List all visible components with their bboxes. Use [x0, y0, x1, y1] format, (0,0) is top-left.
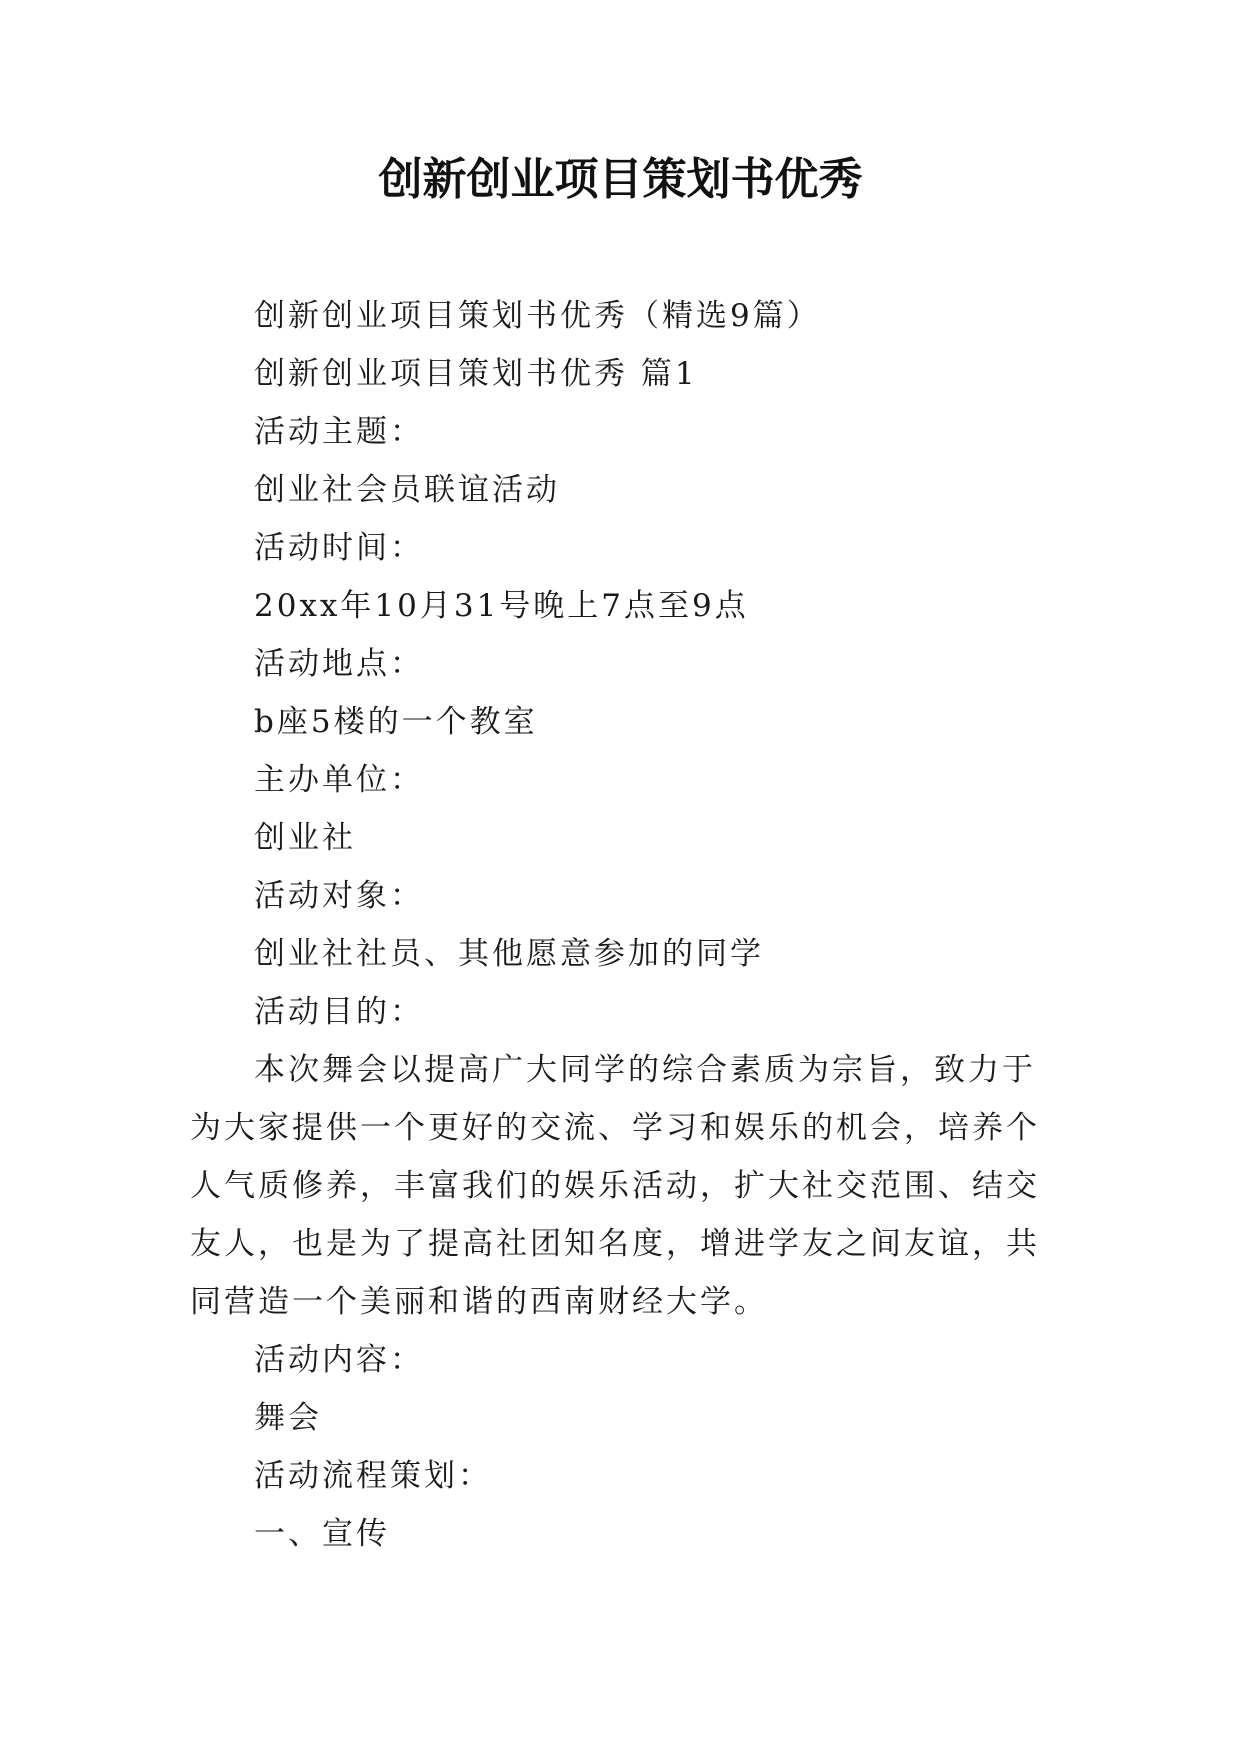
paragraph-audience-value: 创业社社员、其他愿意参加的同学 — [254, 936, 764, 972]
paragraph-time-value: 20xx年10月31号晚上7点至9点 — [254, 588, 749, 624]
paragraph-content-label: 活动内容： — [254, 1342, 424, 1378]
paragraph-audience-label: 活动对象： — [254, 878, 424, 914]
paragraph-theme-value: 创业社会员联谊活动 — [254, 472, 560, 508]
paragraph-purpose-label: 活动目的： — [254, 994, 424, 1030]
paragraph-section-heading: 创新创业项目策划书优秀 篇1 — [254, 356, 698, 392]
document-body — [190, 287, 1050, 1563]
paragraph-organizer-value: 创业社 — [254, 820, 356, 856]
paragraph-location-label: 活动地点： — [254, 646, 424, 682]
paragraph-location-value: b座5楼的一个教室 — [254, 704, 538, 740]
paragraph-flow-item: 一、宣传 — [254, 1516, 390, 1552]
paragraph-purpose-value: 本次舞会以提高广大同学的综合素质为宗旨，致力于为大家提供一个更好的交流、学习和娱乐的机会，培养个人气质修养，丰富我们的娱乐活动，扩大社交范围、结交友人，也是为了提高社团知名度，增进学友之间友谊，共同营造一个美丽和谐的西南财经大学。 — [190, 1052, 1040, 1320]
paragraph-theme-label: 活动主题： — [254, 414, 424, 450]
paragraph-content-value: 舞会 — [254, 1400, 322, 1436]
paragraph-organizer-label: 主办单位： — [254, 762, 424, 798]
paragraph-flow-label: 活动流程策划： — [254, 1458, 492, 1494]
document-title: 创新创业项目策划书优秀 — [378, 154, 863, 205]
paragraph-subtitle: 创新创业项目策划书优秀（精选9篇） — [254, 298, 821, 334]
paragraph-time-label: 活动时间： — [254, 530, 424, 566]
